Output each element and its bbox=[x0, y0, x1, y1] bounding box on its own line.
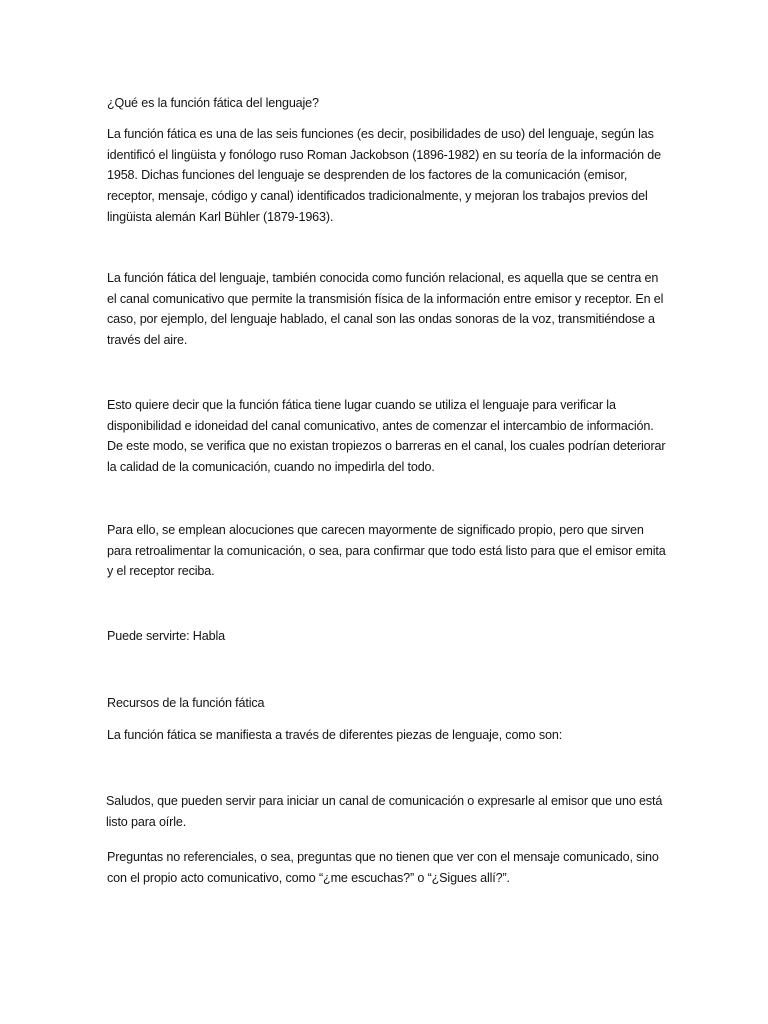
paragraph-channel-verification: Esto quiere decir que la función fática tiene lugar cuando se utiliza el lenguaje para verificar la disponibilidad e idoneidad del canal comunicativo, antes de comenzar el intercambio de información. De este modo, se verifica que no existan tropiezos o barreras en el canal, los cuales podrían deteriorar la calidad de la comunicación, cuando no impedirla del todo. bbox=[107, 398, 666, 475]
document-heading: ¿Qué es la función fática del lenguaje? bbox=[107, 96, 319, 110]
list-item-greetings: Saludos, que pueden servir para iniciar un canal de comunicación o expresarle al emisor que uno está listo para oírle. bbox=[106, 794, 663, 829]
list-item-non-referential-questions: Preguntas no referenciales, o sea, preguntas que no tienen que ver con el mensaje comunicado, sino con el propio acto comunicativo, como “¿me escuchas?” o “¿Sigues allí?”. bbox=[107, 850, 659, 885]
see-also-note: Puede servirte: Habla bbox=[107, 629, 225, 643]
section-heading-resources: Recursos de la función fática bbox=[107, 696, 265, 710]
paragraph-feedback-locutions: Para ello, se emplean alocuciones que carecen mayormente de significado propio, pero que sirven para retroalimentar la comunicación, o sea, para confirmar que todo está listo para que el emisor emita y el receptor reciba. bbox=[107, 523, 666, 579]
section-intro: La función fática se manifiesta a través de diferentes piezas de lenguaje, como son: bbox=[107, 728, 563, 742]
paragraph-jakobson-functions: La función fática es una de las seis funciones (es decir, posibilidades de uso) del lenguaje, según las identificó el lingüista y fonólogo ruso Roman Jackobson (1896-1982) en su teoría de la información de 1958. Dichas funciones del lenguaje se desprenden de los factores de la comunicación (emisor, receptor, mensaje, código y canal) identificados tradicionalmente, y mejoran los trabajos previos del lingüista alemán Karl Bühler (1879-1963). bbox=[107, 127, 662, 224]
paragraph-relational-function: La función fática del lenguaje, también conocida como función relacional, es aquella que se centra en el canal comunicativo que permite la transmisión física de la información entre emisor y receptor. En el caso, por ejemplo, del lenguaje hablado, el canal son las ondas sonoras de la voz, transmitiéndose a través del aire. bbox=[107, 271, 664, 348]
